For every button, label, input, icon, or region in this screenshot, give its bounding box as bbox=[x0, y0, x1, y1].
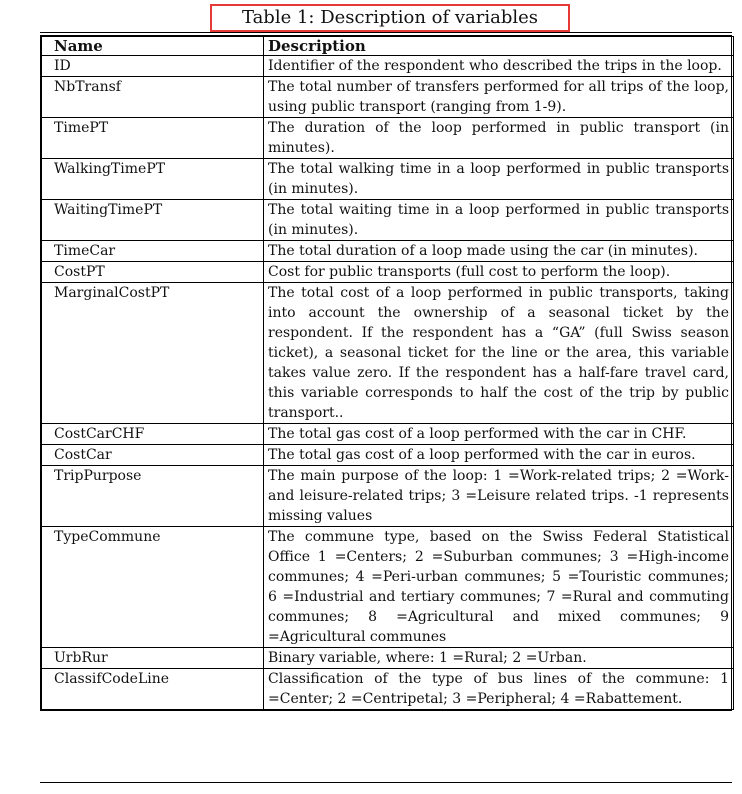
table-row bbox=[42, 159, 734, 200]
header-name: Name bbox=[42, 37, 264, 56]
row-description: The main purpose of the loop: 1 =Work-related trips; 2 =Work- and leisure-related trips; 3 =Leisure related trips. -1 represents missing values bbox=[264, 466, 734, 527]
row-description: The total walking time in a loop performed in public transports (in minutes). bbox=[264, 159, 734, 200]
table-header-row bbox=[42, 37, 734, 56]
table-row bbox=[42, 262, 734, 283]
table-caption bbox=[210, 4, 570, 32]
row-description: Binary variable, where: 1 =Rural; 2 =Urban. bbox=[264, 648, 734, 669]
row-name: TypeCommune bbox=[42, 527, 264, 648]
top-rule bbox=[40, 32, 732, 33]
row-name: CostCar bbox=[42, 445, 264, 466]
table-row bbox=[42, 669, 734, 710]
row-name: CostPT bbox=[42, 262, 264, 283]
table-row bbox=[42, 466, 734, 527]
table-row bbox=[42, 241, 734, 262]
row-name: CostCarCHF bbox=[42, 424, 264, 445]
variables-table bbox=[41, 36, 734, 710]
table-row bbox=[42, 118, 734, 159]
row-description: Identifier of the respondent who described the trips in the loop. bbox=[264, 56, 734, 77]
row-name: TimeCar bbox=[42, 241, 264, 262]
bottom-rule bbox=[40, 782, 732, 783]
table-row bbox=[42, 648, 734, 669]
row-description: The total number of transfers performed for all trips of the loop, using public transport (ranging from 1-9). bbox=[264, 77, 734, 118]
table-row bbox=[42, 445, 734, 466]
row-name: WaitingTimePT bbox=[42, 200, 264, 241]
table-row bbox=[42, 424, 734, 445]
table-row bbox=[42, 56, 734, 77]
row-description: Cost for public transports (full cost to perform the loop). bbox=[264, 262, 734, 283]
row-name: WalkingTimePT bbox=[42, 159, 264, 200]
row-name: UrbRur bbox=[42, 648, 264, 669]
row-description: The total gas cost of a loop performed with the car in CHF. bbox=[264, 424, 734, 445]
row-name: ClassifCodeLine bbox=[42, 669, 264, 710]
row-description: Classification of the type of bus lines of the commune: 1 =Center; 2 =Centripetal; 3 =Peripheral; 4 =Rabattement. bbox=[264, 669, 734, 710]
row-description: The total gas cost of a loop performed with the car in euros. bbox=[264, 445, 734, 466]
table-row bbox=[42, 200, 734, 241]
row-description: The duration of the loop performed in public transport (in minutes). bbox=[264, 118, 734, 159]
table-row bbox=[42, 283, 734, 424]
row-name: MarginalCostPT bbox=[42, 283, 264, 424]
row-name: NbTransf bbox=[42, 77, 264, 118]
table-row bbox=[42, 77, 734, 118]
row-name: ID bbox=[42, 56, 264, 77]
row-description: The total cost of a loop performed in public transports, taking into account the ownership of a seasonal ticket by the respondent. If the respondent has a “GA” (full Swiss season ticket), a seasonal ticket for the line or the area, this variable takes value zero. If the respondent has a half-fare travel card, this variable corresponds to half the cost of the trip by public transport.. bbox=[264, 283, 734, 424]
table-caption-text: Table 1: Description of variables bbox=[241, 7, 539, 28]
row-description: The total waiting time in a loop performed in public transports (in minutes). bbox=[264, 200, 734, 241]
row-description: The commune type, based on the Swiss Federal Statistical Office 1 =Centers; 2 =Suburban communes; 3 =High-income communes; 4 =Peri-urban communes; 5 =Touristic communes; 6 =Industrial and tertiary communes; 7 =Rural and commuting communes; 8 =Agricultural and mixed communes; 9 =Agricultural communes bbox=[264, 527, 734, 648]
table-row bbox=[42, 527, 734, 648]
row-name: TripPurpose bbox=[42, 466, 264, 527]
header-description: Description bbox=[264, 37, 734, 56]
row-description: The total duration of a loop made using the car (in minutes). bbox=[264, 241, 734, 262]
variables-table-frame bbox=[40, 35, 732, 711]
row-name: TimePT bbox=[42, 118, 264, 159]
